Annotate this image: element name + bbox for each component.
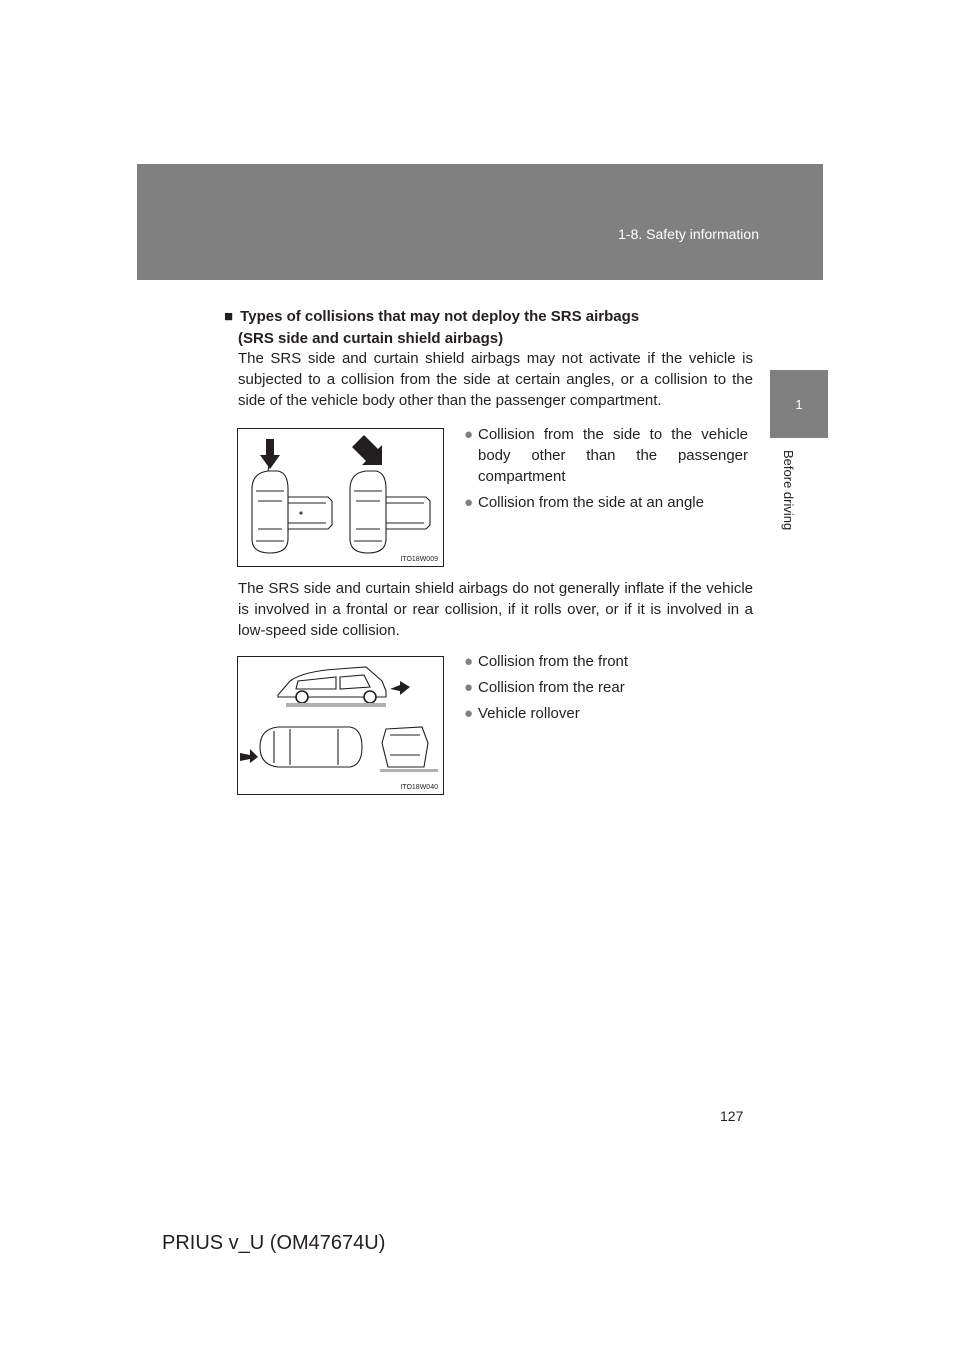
chapter-label: Before driving	[781, 450, 796, 531]
paragraph-2: The SRS side and curtain shield airbags do not generally inflate if the vehicle is involved in a frontal or rear collision, if it rolls over, or if it is involved in a low-speed side collision.	[238, 580, 753, 639]
bullet-list-2	[464, 651, 748, 729]
other-collisions-illustration	[238, 657, 443, 794]
heading-line1: Types of collisions that may not deploy the SRS airbags	[240, 308, 640, 325]
footer-model: PRIUS v_U (OM47674U)	[162, 1232, 386, 1254]
chapter-number: 1	[795, 397, 803, 412]
page-number: 127	[720, 1108, 744, 1124]
heading-line2: (SRS side and curtain shield airbags)	[238, 330, 504, 347]
figure-other-collisions	[237, 656, 444, 795]
bullet-dot: ●	[464, 653, 474, 670]
paragraph-1: The SRS side and curtain shield airbags may not activate if the vehicle is subjected to a collision from the side at certain angles, or a collision to the side of the vehicle body other than the passenger compartment.	[238, 350, 753, 409]
bullet-dot: ●	[464, 679, 474, 696]
header-band	[137, 164, 823, 280]
bullet-dot: ●	[464, 494, 474, 511]
figure-side-collision	[237, 428, 444, 567]
figure-code: ITO18W040	[400, 784, 438, 791]
chapter-tab	[770, 370, 828, 438]
section-heading	[224, 306, 764, 350]
list-item: ● Collision from the side at an angle	[464, 494, 704, 511]
list-item: ● Collision from the rear	[464, 679, 625, 696]
bullet-dot: ●	[464, 426, 474, 443]
side-collision-illustration	[238, 429, 443, 566]
list-item: ● Vehicle rollover	[464, 705, 580, 722]
figure-code: ITO18W009	[400, 556, 438, 563]
bullet-dot: ●	[464, 705, 474, 722]
list-item: ● Collision from the side to the vehicle body other than the passenger compartment	[464, 426, 748, 485]
bullet-list-1	[464, 424, 748, 518]
heading-bullet: ■	[224, 308, 234, 325]
list-item: ● Collision from the front	[464, 653, 629, 670]
section-title: 1-8. Safety information	[618, 226, 759, 242]
